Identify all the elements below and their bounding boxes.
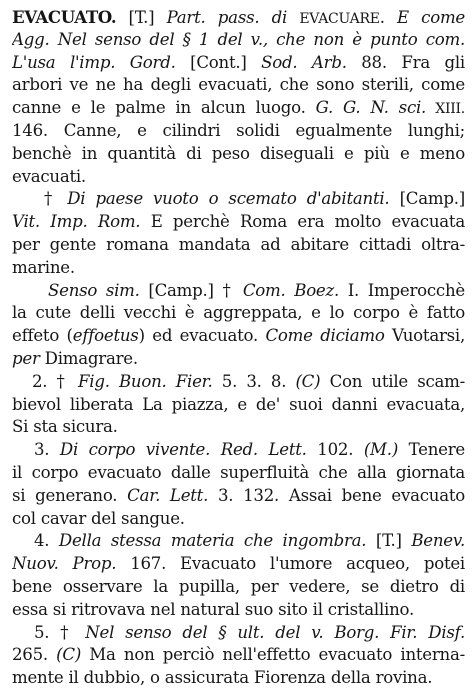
quote-text: 88. Fra gli (346, 52, 465, 72)
quote-text: Ma non perciò nell'effetto evacuato interna- (81, 645, 465, 665)
entry-line (12, 52, 465, 75)
entry-line (12, 6, 465, 29)
quote-text: E perchè Roma era molto evacuata (140, 212, 465, 232)
synonym: Vuotarsi, (384, 326, 465, 346)
entry-line (12, 439, 465, 462)
synonym: Dimagrare. (39, 348, 138, 368)
entry-line (12, 257, 465, 280)
citation: Car. Lett. (127, 485, 209, 505)
quote-text: canne e le palme in alcun luogo. (12, 98, 316, 118)
quote-text: ) ed evacuato. (138, 326, 266, 346)
tag: [Cont.] (175, 52, 262, 72)
citation-number: 265. (12, 645, 57, 665)
entry-line (12, 416, 465, 439)
quote-text: la cute delli vecchi è aggreppata, e lo corpo è fatto (12, 303, 465, 323)
tag: [Camp.] (389, 189, 465, 209)
definition-text: Come diciamo (265, 326, 385, 346)
quote-text: effeto ( (12, 326, 73, 346)
citation: Benev. (411, 531, 465, 551)
punctuation: . (379, 8, 398, 27)
entry-line (12, 120, 465, 143)
entry-line (12, 74, 465, 97)
entry-line (12, 211, 465, 234)
sense-heading: Nel senso del § ult. del v. Borg. Fir. Disf. (85, 622, 465, 642)
entry-line (12, 166, 465, 189)
entry-line (12, 143, 465, 166)
quote-text: Con utile scam- (320, 371, 465, 391)
dagger: † (44, 189, 68, 209)
entry-line (12, 325, 465, 348)
citation: L'usa l'imp. Gord. (12, 52, 176, 72)
citation: Vit. Imp. Rom. (12, 212, 141, 232)
sense-number: 4. (34, 531, 59, 551)
entry-line (12, 394, 465, 417)
citation: Sod. Arb. (261, 52, 347, 72)
entry-line (12, 302, 465, 325)
entry-line (12, 462, 465, 485)
entry-line (12, 348, 465, 371)
sense-number: 2. † (32, 371, 79, 391)
sense-number: 3. (34, 440, 60, 460)
sense-heading: Di paese vuoto o scemato d'abitanti. (67, 189, 390, 209)
entry-line (12, 508, 465, 531)
entry-line (12, 29, 465, 52)
citation: Nuov. Prop. (12, 554, 117, 574)
entry-line (12, 576, 465, 599)
source-tag: (C) (295, 371, 321, 391)
entry-line (12, 97, 465, 120)
citation-number: 102. (306, 440, 364, 460)
headword: EVACUATO. (12, 7, 117, 27)
citation: Com. Boez. (242, 280, 340, 300)
definition-text: per (12, 348, 40, 368)
quote-text: col cavar del sangue. (12, 508, 185, 528)
entry-line (12, 280, 465, 303)
sense-heading: Di corpo vivente. Red. Lett. (59, 440, 307, 460)
quote-text: mente il dubbio, o assicurata Fiorenza della rovina. (12, 668, 433, 688)
definition-text: Agg. Nel senso del § 1 del v., che non è punto com. (12, 29, 465, 49)
entry-line (12, 530, 465, 553)
quote-text: bene osservare la pupilla, per vedere, se dietro di (12, 576, 465, 596)
entry-line (12, 644, 465, 667)
quote-text: il corpo evacuato dalle superfluità che alla giornata (12, 462, 465, 482)
tag: [T.] (366, 531, 412, 551)
quote-text: Tenere (398, 440, 465, 460)
entry-line (12, 599, 465, 622)
definition-text: Part. pass. di (166, 8, 300, 27)
citation: G. G. N. sci. (315, 98, 427, 118)
quote-text: bievol liberata La piazza, e de' suoi danni evacuata, (12, 394, 465, 414)
entry-line (12, 553, 465, 576)
source-tag: (M.) (363, 440, 399, 460)
tag: [Camp.] † (139, 280, 243, 300)
quote-text: Si sta sicura. (12, 417, 118, 437)
quote-text: per gente romana mandata ad abitare cittadi oltra- (12, 234, 465, 254)
entry-line (12, 188, 465, 211)
source-tag: (C) (56, 645, 82, 665)
sense-number: 5. † (34, 622, 86, 642)
citation: Fig. Buon. Fier. (78, 371, 213, 391)
sense-heading: Senso sim. (48, 280, 140, 300)
quote-text: 167. Evacuato l'umore acqueo, potei (116, 554, 465, 574)
quote-text: benchè in quantità di peso diseguali e più e meno (12, 143, 465, 163)
entry-line (12, 371, 465, 394)
quote-text: 3. 132. Assai bene evacuato (208, 485, 465, 505)
citation-number: 5. 3. 8. (212, 371, 296, 391)
quote-text: 146. Canne, e cilindri solidi egualmente lunghi; (12, 120, 465, 140)
latin-gloss: effoetus (72, 326, 139, 346)
citation-number: XIII. (426, 101, 465, 118)
entry-line (12, 667, 465, 690)
quote-text: si generano. (12, 485, 128, 505)
quote-text: arbori ve ne ha degli evacuati, che sono sterili, come (12, 75, 465, 95)
definition-text: E come (397, 8, 465, 27)
quote-text: evacuati. (12, 166, 86, 186)
sense-heading: Della stessa materia che ingombra. (58, 531, 367, 551)
tag: [T.] (116, 8, 167, 27)
cross-reference: EVACUARE (299, 11, 380, 27)
quote-text: I. Imperocchè (339, 280, 465, 300)
quote-text: essa si ritrovava nel natural suo sito il cristallino. (12, 599, 414, 619)
entry-line (12, 234, 465, 257)
quote-text: marine. (12, 257, 75, 277)
entry-line (12, 485, 465, 508)
